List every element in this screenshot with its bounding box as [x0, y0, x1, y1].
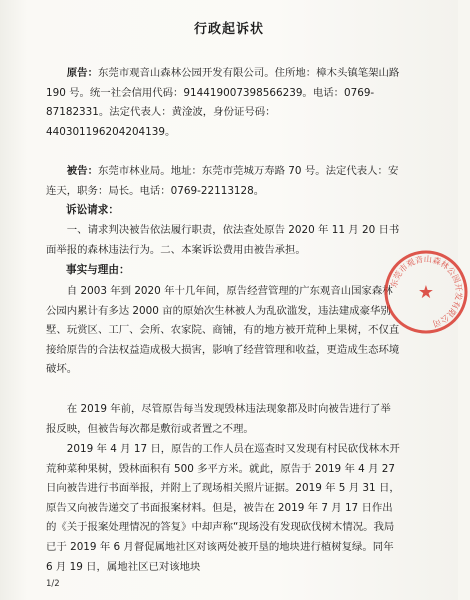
- defendant-paragraph: [46, 162, 400, 201]
- facts-paragraph-1: 自 2003 年到 2020 年十几年间，原告经营管理的广东观音山国家森林公园内累计有多达 2000 亩的原始次生林被人为乱砍滥发，违法建成豪华别墅、玩赏区、工厂、会所、农家院、商铺，有的地方被开荒种上果树，不仅直接给原告的合法权益造成极大损害，影响了经营管理和收益，更造成生态环境破坏。: [46, 285, 400, 376]
- facts-heading: 事实与理由：: [66, 264, 130, 276]
- plaintiff-label: 原告：: [66, 67, 98, 79]
- claims-paragraph: 一、请求判决被告依法履行职责，依法查处原告 2020 年 11 月 20 日书面举报的森林违法行为。二、本案诉讼费用由被告承担。: [46, 224, 400, 256]
- claims-heading: 诉讼请求：: [66, 204, 119, 216]
- document-title: 行政起诉状: [193, 22, 264, 37]
- defendant-label: 被告：: [66, 165, 98, 177]
- page-number: 1/2: [46, 579, 60, 589]
- defendant-text: 东莞市林业局。地址：东莞市莞城万寿路 70 号。法定代表人：安连天，职务：局长。电话：0769-22113128。: [46, 165, 399, 197]
- plaintiff-text: 东莞市观音山森林公园开发有限公司。住所地：樟木头镇笔架山路 190 号。统一社会信用代码：91441900739856623​9。电话：0769-87182331。法定代表人：黄淦波，身份证号码：440301196204204139。: [46, 67, 400, 138]
- facts-paragraph-3: 2019 年 4 月 17 日，原告的工作人员在巡查时又发现有村民砍伐林木开荒种菜种果树，毁林面积有 500 多平方米。就此，原告于 2019 年 4 月 27 日向被告进行书面举报，并附上了现场相关照片证据。2019 年 5 月 31 日，原告又向被告递交了书面报案材料。但是，被告在 2019 年 7 月 17 日作出的《关于报案处理情况的答复》中却声称“现场没有发现砍伐树木情况。我局已于 2019 年 6 月督促属地社区对该两处被开垦的地块进行植树复绿。同年 6 月 19 日，属地社区已对该地块: [46, 443, 400, 573]
- plaintiff-paragraph: [46, 64, 400, 142]
- company-seal-stamp: [382, 248, 470, 336]
- facts-paragraph-2: 在 2019 年前，尽管原告每当发现毁林违法现象都及时向被告进行了举报反映，但被告每次都是敷衍或者置之不理。: [46, 403, 391, 435]
- svg-text:东莞市观音山森林公园开发有限公司: 东莞市观音山森林公园开发有限公司: [388, 253, 465, 330]
- svg-text:★: ★: [417, 282, 435, 303]
